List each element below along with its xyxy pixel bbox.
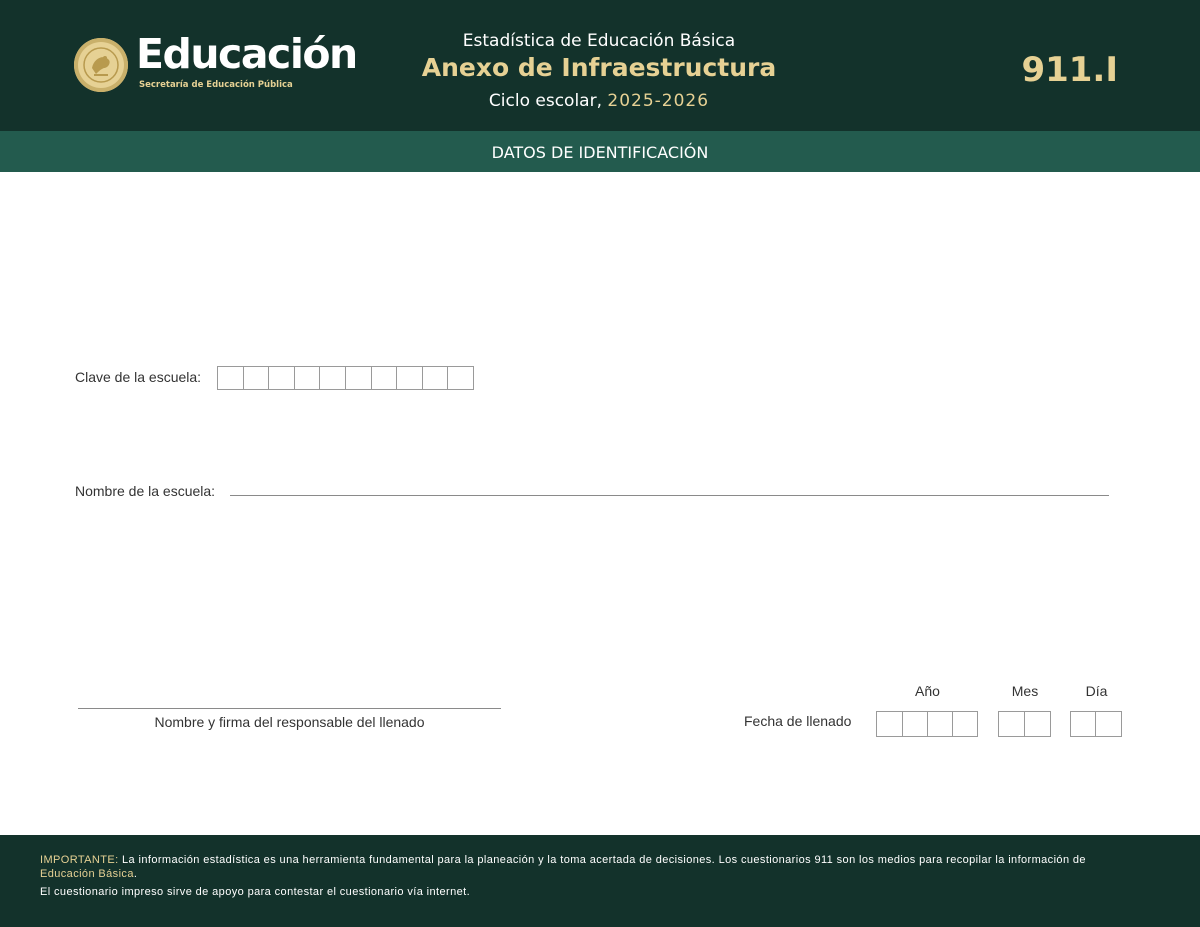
school-key-cell[interactable] (319, 366, 346, 390)
school-key-cell[interactable] (396, 366, 423, 390)
day-digit-2[interactable] (1095, 711, 1122, 737)
signature-line[interactable] (78, 708, 501, 709)
footer-text: La información estadística es una herramienta fundamental para la planeación y la toma acertada de decisiones. Los cuestionarios 911 son los medios para recopilar la información de (122, 854, 1086, 866)
year-digit-3[interactable] (927, 711, 953, 737)
month-digit-1[interactable] (998, 711, 1025, 737)
cycle-label: Ciclo escolar, (488, 91, 602, 111)
month-digit-2[interactable] (1024, 711, 1051, 737)
cycle-years: 2025-2026 (607, 91, 710, 111)
day-label: Día (1085, 683, 1108, 699)
year-field[interactable] (877, 711, 978, 737)
date-label: Fecha de llenado (744, 713, 852, 729)
page-footer (0, 835, 1200, 927)
sep-logo (74, 30, 357, 96)
year-label: Año (915, 683, 940, 699)
mexico-emblem-icon (74, 38, 128, 92)
signature-label: Nombre y firma del responsable del llenado (154, 714, 425, 730)
school-cycle (399, 91, 799, 111)
school-name-label: Nombre de la escuela: (75, 483, 216, 499)
page-header (0, 0, 1200, 131)
school-key-field[interactable] (218, 366, 474, 390)
school-key-cell[interactable] (447, 366, 474, 390)
footer-text-end: . (133, 868, 138, 880)
important-label: IMPORTANTE: (40, 854, 119, 866)
school-key-cell[interactable] (371, 366, 398, 390)
section-title: DATOS DE IDENTIFICACIÓN (0, 131, 1200, 172)
school-key-cell[interactable] (345, 366, 372, 390)
school-key-cell[interactable] (422, 366, 449, 390)
day-field[interactable] (1071, 711, 1122, 737)
day-digit-1[interactable] (1070, 711, 1096, 737)
school-key-cell[interactable] (294, 366, 321, 390)
month-label: Mes (1011, 683, 1039, 699)
footer-highlight: Educación Básica (40, 868, 134, 880)
logo-title: Educación (136, 30, 357, 78)
school-key-cell[interactable] (243, 366, 270, 390)
month-field[interactable] (999, 711, 1051, 737)
year-digit-2[interactable] (902, 711, 928, 737)
form-code: 911.I (1021, 50, 1118, 90)
page-title: Anexo de Infraestructura (421, 53, 777, 82)
year-digit-4[interactable] (952, 711, 978, 737)
header-subtitle: Estadística de Educación Básica (462, 31, 736, 51)
footer-note: El cuestionario impreso sirve de apoyo para contestar el cuestionario vía internet. (40, 886, 471, 898)
school-key-label: Clave de la escuela: (75, 369, 202, 385)
school-key-cell[interactable] (217, 366, 244, 390)
school-name-field[interactable] (230, 495, 1109, 496)
logo-subtitle: Secretaría de Educación Pública (139, 80, 293, 90)
footer-notice (40, 853, 1140, 881)
year-digit-1[interactable] (876, 711, 903, 737)
school-key-cell[interactable] (268, 366, 295, 390)
